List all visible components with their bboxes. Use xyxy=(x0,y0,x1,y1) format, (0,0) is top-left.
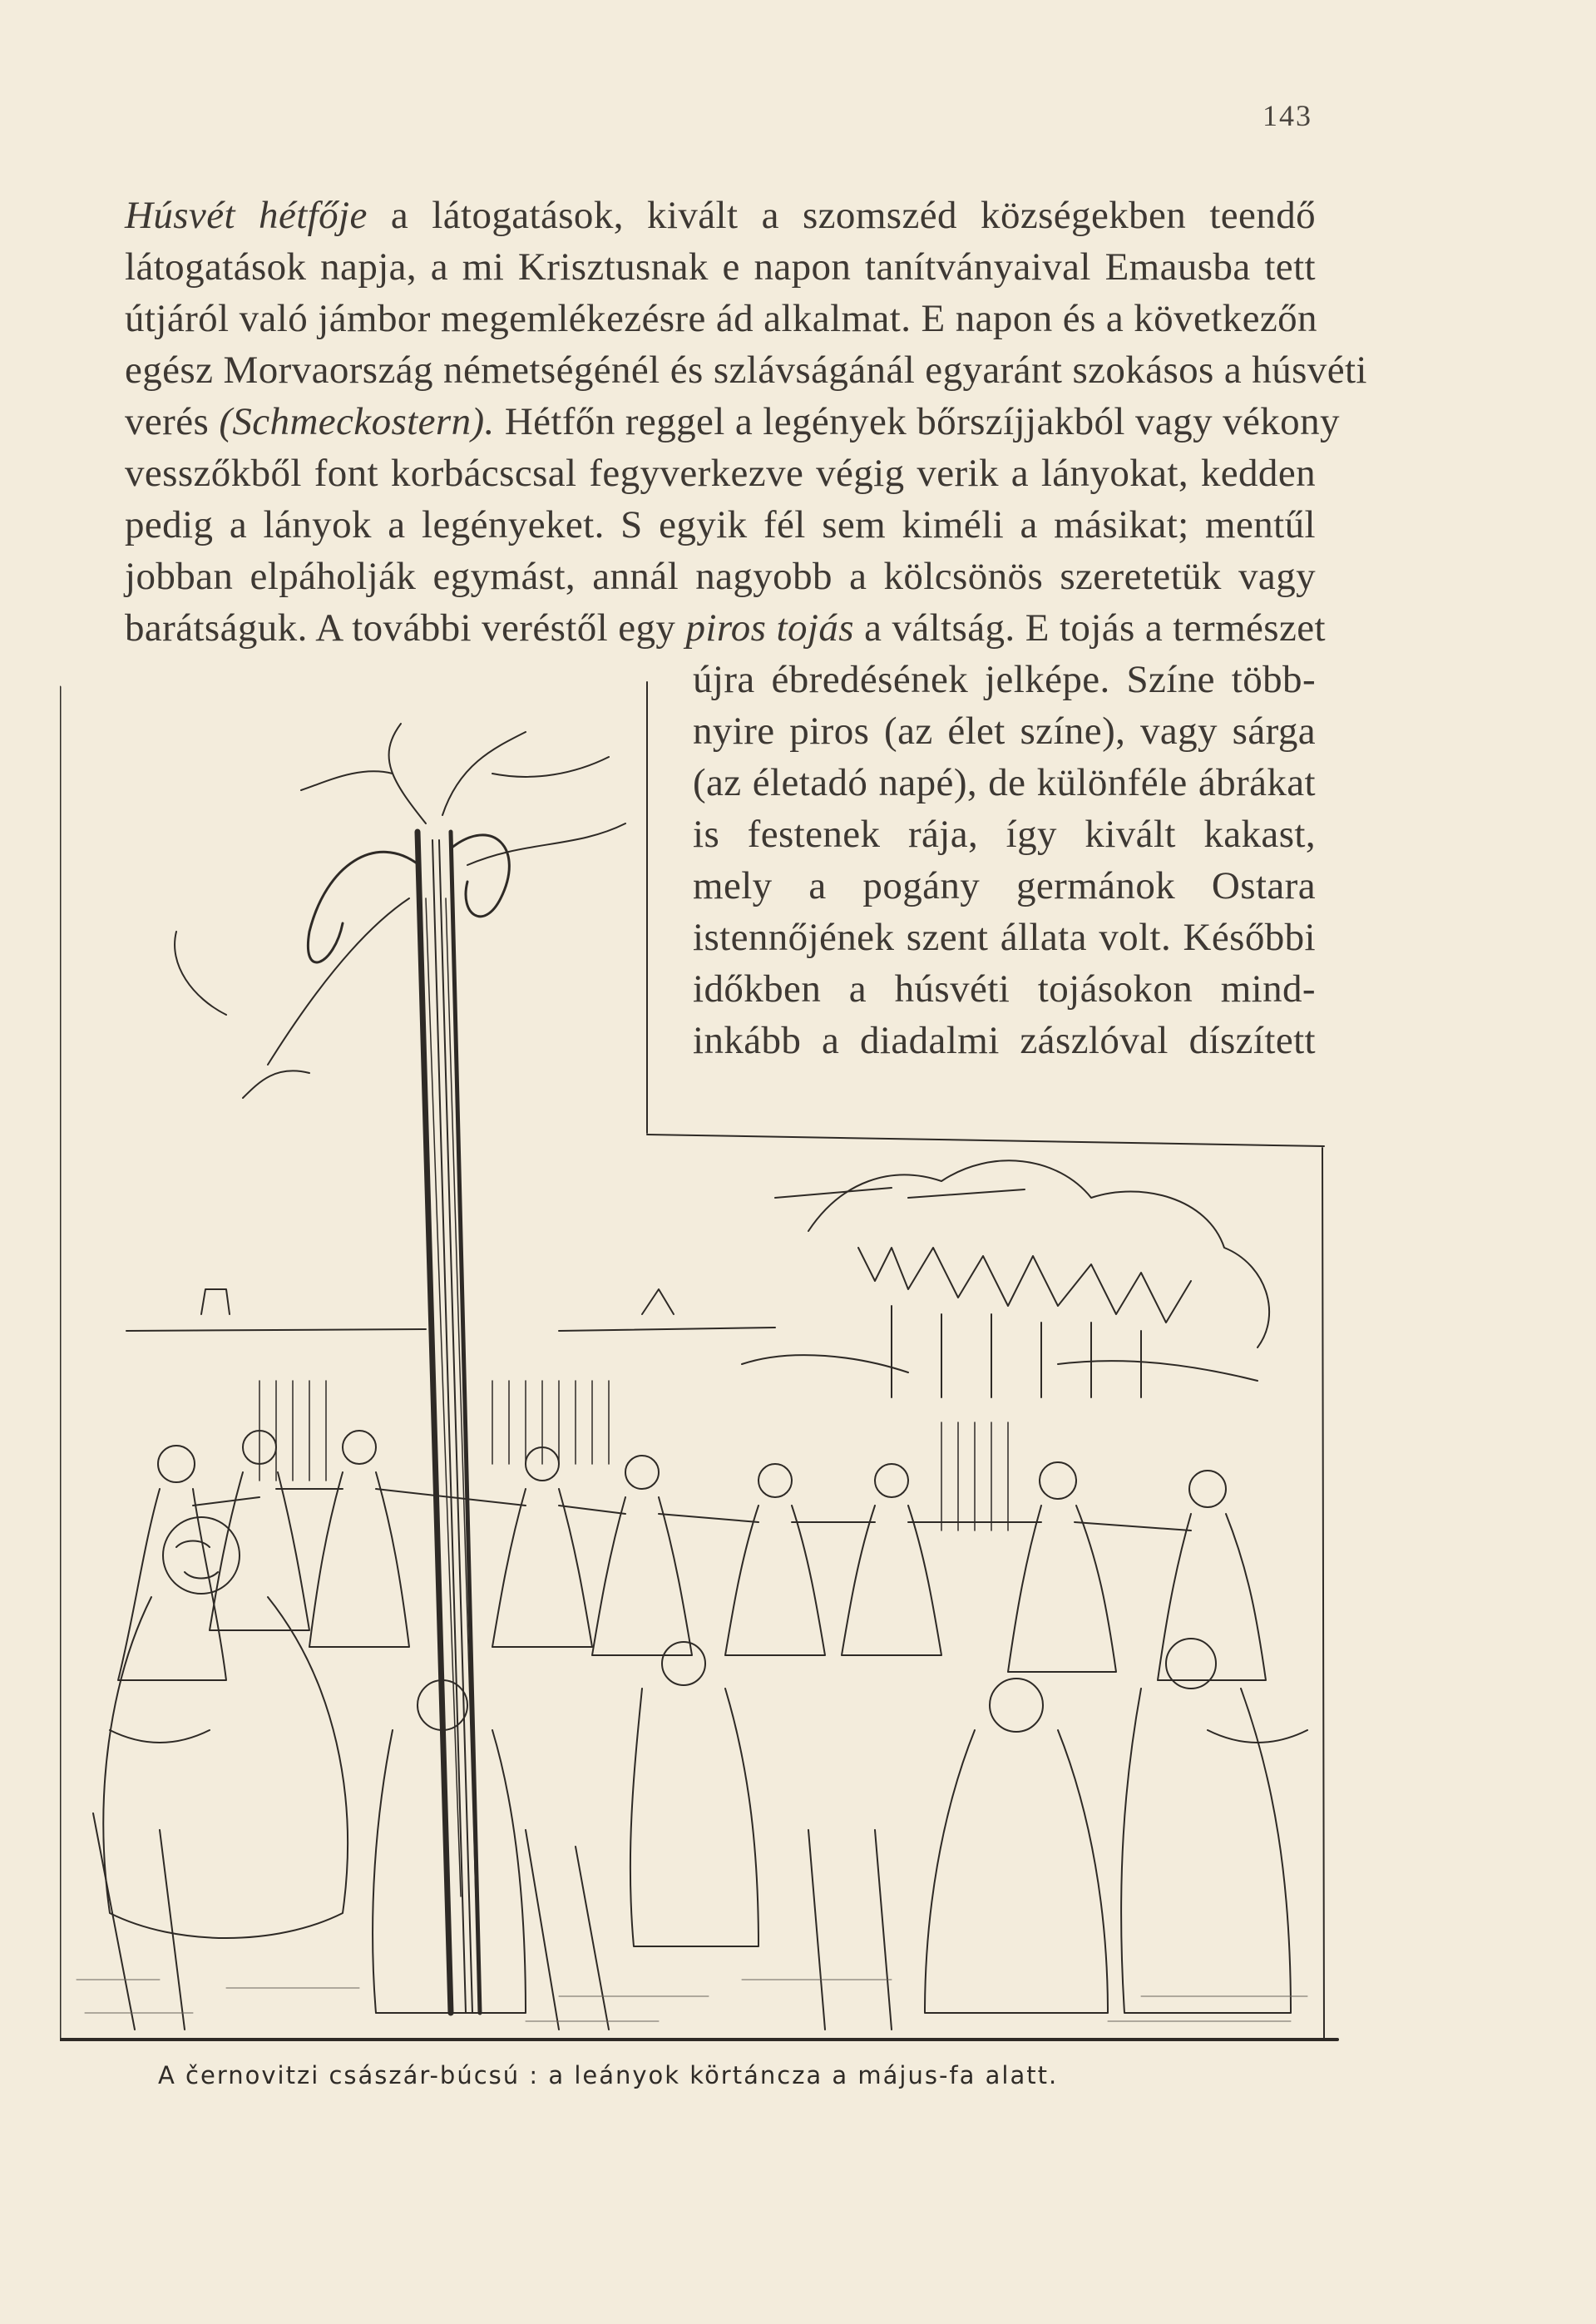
text-line-narrow-6: istennőjének szent állata volt. Későbbi xyxy=(693,916,1316,959)
text-span: barátságuk. A további veréstől egy xyxy=(125,606,686,650)
text-line-narrow-7: időkben a húsvéti tojásokon mind- xyxy=(693,967,1316,1011)
text-span: a látogatások, kivált a szomszéd községekben teendő xyxy=(367,194,1316,237)
maypole xyxy=(175,724,625,2013)
italic-term: Húsvét hétfője xyxy=(125,194,368,237)
text-line-7: pedig a lányok a legényeket. S egyik fél sem kiméli a másikat; mentűl xyxy=(125,503,1316,546)
text-line-4: egész Morvaország németségénél és szlávságánál egyaránt szokásos a húsvéti xyxy=(125,349,1367,392)
foliage xyxy=(742,1160,1269,1397)
text-line-2: látogatások napja, a mi Krisztusnak e napon tanítványaival Emausba tett xyxy=(125,245,1316,289)
text-line-3: útjáról való jámbor megemlékezésre ád alkalmat. E napon és a következőn xyxy=(125,297,1317,340)
maypole-dance-illustration xyxy=(60,649,1341,2043)
text-span: Hétfőn reggel a legények bőrszíjjakból vagy vékony xyxy=(494,400,1340,443)
italic-term: piros tojás xyxy=(685,606,854,650)
text-span: verés xyxy=(125,400,220,443)
horizon-lines xyxy=(126,1188,1025,1331)
background-fence xyxy=(259,1381,1008,1530)
text-line-narrow-5: mely a pogány germánok Ostara xyxy=(693,864,1316,907)
illustration-caption: A černovitzi császár-búcsú : a leányok körtáncza a május-fa alatt. xyxy=(158,2061,1059,2089)
frame-right-line xyxy=(1322,1148,1324,2040)
text-line-narrow-4: is festenek rája, így kivált kakast, xyxy=(693,813,1316,856)
text-line-6: vesszőkből font korbácscsal fegyverkezve végig verik a lányokat, kedden xyxy=(125,452,1316,495)
page-number: 143 xyxy=(1262,99,1312,132)
italic-term: (Schmeckostern). xyxy=(219,400,495,443)
crowd-of-dancers xyxy=(93,1431,1307,2030)
text-line-5 xyxy=(125,398,1340,446)
text-line-narrow-1: újra ébredésének jelképe. Színe több- xyxy=(693,658,1316,701)
text-line-1 xyxy=(125,191,1316,240)
text-line-8: jobban elpáholják egymást, annál nagyobb a kölcsönös szeretetük vagy xyxy=(125,555,1316,598)
text-line-narrow-3: (az életadó napé), de különféle ábrákat xyxy=(693,761,1316,804)
text-line-9 xyxy=(125,604,1326,652)
frame-inner-horizontal-line xyxy=(647,1135,1324,1146)
text-span: a váltság. E tojás a természet xyxy=(853,606,1326,650)
text-line-narrow-8: inkább a diadalmi zászlóval díszített xyxy=(693,1019,1316,1062)
text-line-narrow-2: nyire piros (az élet színe), vagy sárga xyxy=(693,710,1316,753)
